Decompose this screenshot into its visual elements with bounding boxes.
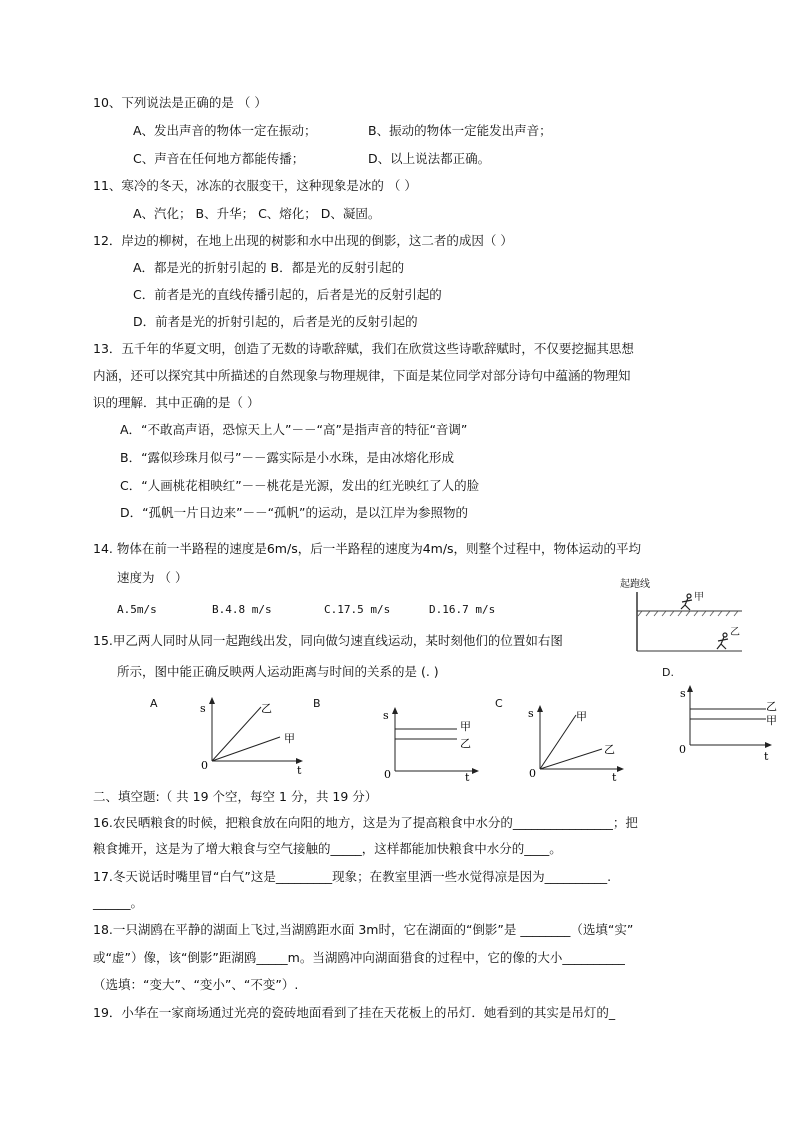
q14-option-c: C.17.5 m/s	[324, 603, 391, 616]
graph-c-s-label: s	[528, 707, 534, 720]
start-line-figure	[618, 577, 744, 655]
q19-line1: 19．小华在一家商场通过光亮的瓷砖地面看到了挂在天花板上的吊灯．她看到的其实是吊灯的_	[93, 1005, 616, 1020]
graph-b-s-label: s	[383, 709, 389, 722]
q11-stem: 11、寒冷的冬天，冰冻的衣服变干，这种现象是冰的 （ ）	[93, 178, 417, 193]
graph-a-t-label: t	[297, 764, 302, 777]
q14-option-d: D.16.7 m/s	[429, 603, 496, 616]
graph-d-t-label: t	[764, 750, 769, 763]
graph-a-s-label: s	[200, 702, 206, 715]
graph-b-origin: 0	[384, 768, 391, 781]
runner-jia-icon	[681, 594, 692, 610]
graph-c	[520, 703, 635, 783]
graph-a	[195, 695, 310, 780]
q17-line1: 17.冬天说话时嘴里冒“白气”这是_________现象；在教室里洒一些水觉得凉是因为__________.	[93, 869, 612, 884]
q13-option-b: B．“露似珍珠月似弓”－－露实际是小水珠，是由冰熔化形成	[120, 450, 455, 465]
q14-option-a: A.5m/s	[117, 603, 157, 616]
q13-line3: 识的理解．其中正确的是（ ）	[93, 395, 260, 410]
q10-stem: 10、下列说法是正确的是 （ ）	[93, 95, 267, 110]
runner-yi-label: 乙	[730, 627, 740, 638]
graph-b-label: B	[313, 697, 321, 710]
q13-option-d: D．“孤帆一片日边来”－－“孤帆”的运动，是以江岸为参照物的	[120, 505, 469, 520]
graph-d-jia-label: 甲	[766, 714, 777, 727]
q10-option-a: A、发出声音的物体一定在振动；	[133, 123, 317, 138]
runner-yi-icon	[717, 633, 728, 649]
q13-line1: 13．五千年的华夏文明，创造了无数的诗歌辞赋，我们在欣赏这些诗歌辞赋时，不仅要挖掘其思想	[93, 341, 634, 356]
q13-option-c: C．“人画桃花相映红”－－桃花是光源，发出的红光映红了人的脸	[120, 478, 480, 493]
q17-line2: ______。	[93, 895, 144, 910]
q18-line3: （选填：“变大”、“变小”、“不变”）.	[93, 977, 299, 992]
q16-line1: 16.农民晒粮食的时候，把粮食放在向阳的地方，这是为了提高粮食中水分的________________；把	[93, 815, 638, 830]
graph-d-label: D.	[662, 666, 674, 679]
graph-a-origin: 0	[201, 759, 208, 772]
graph-a-jia-label: 甲	[284, 732, 295, 745]
graph-c-t-label: t	[612, 771, 617, 783]
graph-c-label: C	[495, 697, 503, 710]
q12-options-ab: A．都是光的折射引起的 B．都是光的反射引起的	[133, 260, 405, 275]
graph-b-jia-label: 甲	[460, 720, 471, 733]
graph-b	[375, 705, 490, 785]
graph-b-yi-label: 乙	[460, 737, 471, 750]
q11-options: A、汽化； B、升华； C、熔化； D、凝固。	[133, 206, 381, 221]
q18-line1: 18.一只湖鸥在平静的湖面上飞过,当湖鸥距水面 3m时，它在湖面的“倒影”是 ________（选填“实”	[93, 922, 634, 937]
q14-option-b: B.4.8 m/s	[212, 603, 272, 616]
q12-stem: 12．岸边的柳树，在地上出现的树影和水中出现的倒影，这二者的成因（ ）	[93, 233, 513, 248]
graph-c-origin: 0	[529, 767, 536, 780]
q12-option-d: D．前者是光的折射引起的，后者是光的反射引起的	[133, 314, 418, 329]
graph-d-s-label: s	[680, 687, 686, 700]
q14-line1: 14. 物体在前一半路程的速度是6m/s，后一半路程的速度为4m/s，则整个过程中，物体运动的平均	[93, 541, 642, 556]
graph-c-yi-label: 乙	[604, 743, 615, 756]
graph-d-origin: 0	[679, 743, 686, 756]
q14-line2: 速度为 （ ）	[117, 570, 188, 585]
graph-a-yi-label: 乙	[261, 702, 272, 715]
q15-line1: 15.甲乙两人同时从同一起跑线出发，同向做匀速直线运动，某时刻他们的位置如右图	[93, 633, 563, 648]
q10-option-b: B、振动的物体一定能发出声音；	[368, 123, 552, 138]
q13-line2: 内涵，还可以探究其中所描述的自然现象与物理规律，下面是某位同学对部分诗句中蕴涵的物理知	[93, 368, 631, 383]
graph-d	[672, 683, 787, 763]
q16-line2: 粮食摊开，这是为了增大粮食与空气接触的_____，这样都能加快粮食中水分的____。	[93, 841, 562, 856]
graph-c-jia-label: 甲	[576, 710, 587, 723]
graph-d-yi-label: 乙	[766, 700, 777, 713]
q18-line2: 或“虚”）像，该“倒影”距湖鸥_____m。当湖鸥冲向湖面猎食的过程中，它的像的大小__________	[93, 950, 625, 965]
runner-jia-label: 甲	[694, 592, 704, 603]
start-line-label: 起跑线	[620, 579, 650, 590]
section2-title: 二、填空题:（ 共 19 个空，每空 1 分，共 19 分）	[93, 789, 378, 804]
q10-option-c: C、声音在任何地方都能传播；	[133, 151, 305, 166]
q13-option-a: A．“不敢高声语，恐惊天上人”－－“高”是指声音的特征“音调”	[120, 422, 468, 437]
q12-option-c: C．前者是光的直线传播引起的，后者是光的反射引起的	[133, 287, 442, 302]
graph-a-label: A	[150, 697, 158, 710]
q10-option-d: D、以上说法都正确。	[368, 151, 491, 166]
q15-line2: 所示，图中能正确反映两人运动距离与时间的关系的是 (. )	[117, 664, 439, 679]
graph-b-t-label: t	[465, 771, 470, 784]
